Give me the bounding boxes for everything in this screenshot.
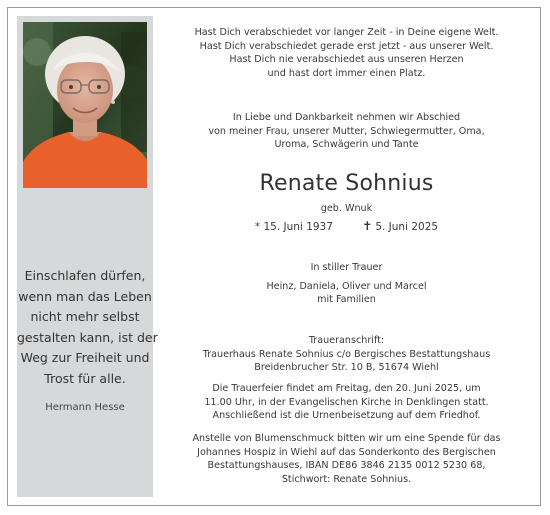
poem-line: Hast Dich nie verabschiedet aus unseren Herzen [229,54,464,66]
mourners-heading: In stiller Trauer [310,262,383,273]
maiden-name: geb. Wnuk [320,203,373,214]
death-date: 5. Juni 2025 [375,221,439,233]
ceremony-line: Die Trauerfeier findet am Freitag, den 20. Juni 2025, um [212,383,481,394]
cross-icon: ✝ [362,219,373,233]
poem [160,26,533,80]
poem-line: und hast dort immer einen Platz. [267,67,426,79]
sidebar-quote [17,266,158,389]
farewell-intro [160,111,533,152]
quote-line: Einschlafen dürfen, [24,268,146,283]
donation-info [160,432,533,486]
poem-line: Hast Dich verabschiedet vor langer Zeit - in Deine eigene Welt. [194,27,499,38]
quote-line: Weg zur Freiheit und [20,350,150,365]
intro-line: von meiner Frau, unserer Mutter, Schwiegermutter, Oma, [208,125,485,137]
donation-line: Stichwort: Renate Sohnius. [281,473,412,485]
maiden-name-block [160,202,533,216]
death-date-group [362,219,438,234]
portrait-photo [23,22,147,188]
sidebar-panel [17,16,158,497]
birth-date: * 15. Juni 1937 [254,221,333,233]
intro-line: Uroma, Schwägerin und Tante [274,139,419,151]
portrait-image [23,22,147,188]
poem-line: Hast Dich verabschiedet gerade erst jetzt - aus unserer Welt. [199,40,494,52]
donation-line: Anstelle von Blumenschmuck bitten wir um eine Spende für das [192,433,501,444]
ceremony-line: 11.00 Uhr, in der Evangelischen Kirche in Denklingen statt. [204,396,489,408]
quote-line: wenn man das Leben [18,288,152,304]
ceremony-line: Anschließend ist die Urnenbeisetzung auf dem Friedhof. [212,410,481,422]
quote-line: nicht mehr selbst [30,309,140,324]
quote-author: Hermann Hesse [45,402,125,413]
mourners-names: Heinz, Daniela, Oliver und Marcel [266,280,427,292]
quote-line: gestalten kann, ist der [17,329,158,345]
mourners-families: mit Familien [317,294,376,306]
address-line: Breidenbrucher Str. 10 B, 51674 Wiehl [254,362,439,374]
address-heading: Traueranschrift: [308,335,385,346]
deceased-name: Renate Sohnius [259,171,434,196]
mourning-address [160,334,533,375]
intro-line: In Liebe und Dankbarkeit nehmen wir Abschied [232,112,461,123]
quote-line: Trost für alle. [44,370,126,386]
life-dates [160,219,533,234]
donation-line: Bestattungshauses, IBAN DE86 3846 2135 0012 5230 68, [207,460,486,472]
donation-line: Johannes Hospiz in Wiehl auf das Sonderkonto des Bergischen [197,446,496,458]
address-line: Trauerhaus Renate Sohnius c/o Bergisches Bestattungshaus [202,348,491,360]
ceremony-info [160,382,533,423]
mourners [160,261,533,307]
